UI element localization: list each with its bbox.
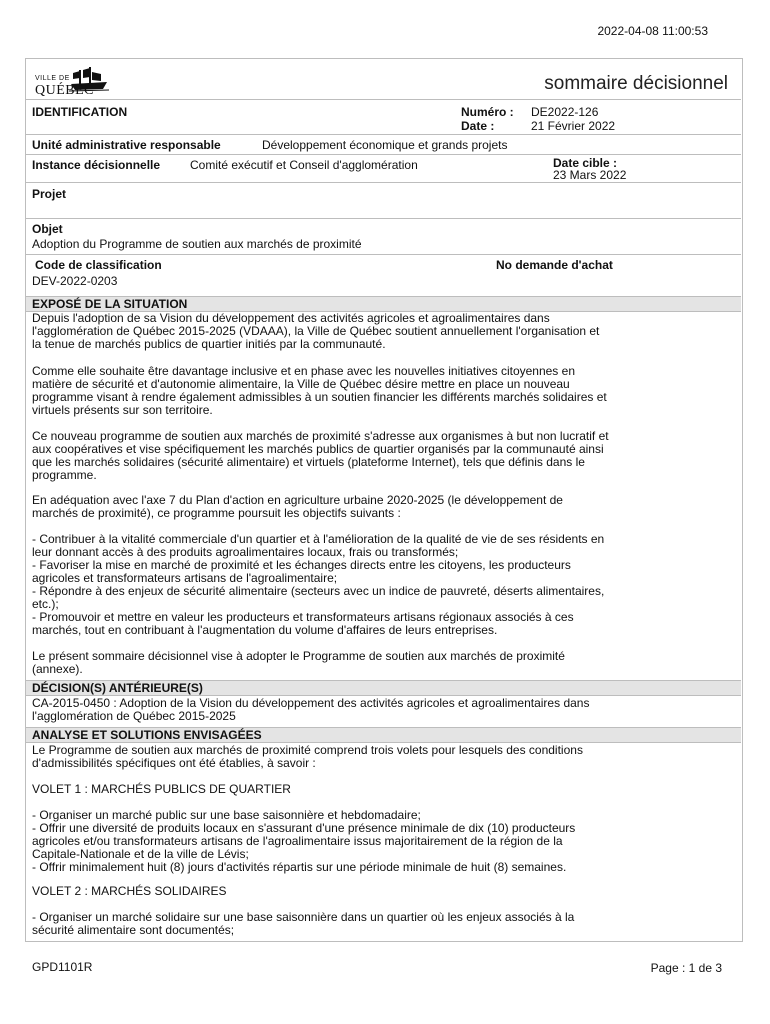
classification-label: Code de classification [35, 258, 162, 272]
paragraph: Comme elle souhaite être davantage inclusive et en phase avec les nouvelles initiatives citoyennes en matière de sécurité et d'autonomie alimentaire, la Ville de Québec désire mettre en place un nouveau programme visant à rendre également admissibles à un soutien financier les différents marchés solidaires et virtuels présents sur son territoire. [32, 364, 607, 417]
divider [26, 182, 741, 183]
date-value: 21 Février 2022 [531, 119, 616, 133]
paragraph: VOLET 1 : MARCHÉS PUBLICS DE QUARTIER [32, 782, 291, 796]
paragraph: VOLET 2 : MARCHÉS SOLIDAIRES [32, 884, 227, 898]
document-title: sommaire décisionnel [544, 73, 728, 94]
divider [26, 218, 741, 219]
paragraph: - Contribuer à la vitalité commerciale d'un quartier et à l'amélioration de la qualité de vie de ses résidents en leur donnant accès à des produits agroalimentaires locaux, frais ou transformés; - Favoriser la mise en marché de proximité et les échanges directs entre les citoyens, les producteurs agricoles et transformateurs artisans de l'agroalimentaire; - Répondre à des enjeux de sécurité alimentaire (secteurs avec un indice de pauvreté, déserts alimentaires, etc.); - Promouvoir et mettre en valeur les producteurs et transformateurs artisans régionaux associés à ces marchés, tout en contribuant à l'augmentation du volume d'affaires de leurs entreprises. [32, 532, 605, 637]
section-decisions [26, 680, 741, 696]
paragraph: En adéquation avec l'axe 7 du Plan d'action en agriculture urbaine 2020-2025 (le développement de marchés de proximité), ce programme poursuit les objectifs suivants : [32, 493, 563, 520]
date-cible-value: 23 Mars 2022 [553, 168, 627, 182]
section-heading: DÉCISION(S) ANTÉRIEURE(S) [32, 681, 203, 695]
unite-value: Développement économique et grands projets [262, 138, 508, 152]
paragraph: - Organiser un marché solidaire sur une base saisonnière dans un quartier où les enjeux associés à la sécurité alimentaire sont documentés; [32, 910, 575, 937]
numero-label: Numéro : [461, 105, 514, 119]
divider [26, 99, 741, 100]
identification-heading: IDENTIFICATION [32, 105, 128, 119]
divider [26, 134, 741, 135]
achat-label: No demande d'achat [496, 258, 613, 272]
paragraph: Le Programme de soutien aux marchés de proximité comprend trois volets pour lesquels des conditions d'admissibilités spécifiques ont été établies, à savoir : [32, 743, 583, 770]
page-number: Page : 1 de 3 [650, 961, 722, 975]
ville-de-quebec-logo [33, 64, 113, 98]
unite-label: Unité administrative responsable [32, 138, 221, 152]
objet-value: Adoption du Programme de soutien aux marchés de proximité [32, 237, 362, 251]
paragraph: Depuis l'adoption de sa Vision du développement des activités agricoles et agroalimentaires dans l'agglomération de Québec 2015-2025 (VDAAA), la Ville de Québec soutient annuellement l'organisation et la tenue de marchés publics de quartier initiés par la communauté. [32, 311, 600, 351]
paragraph: - Organiser un marché public sur une base saisonnière et hebdomadaire; - Offrir une diversité de produits locaux en s'assurant d'une présence minimale de dix (10) producteurs agricoles et/ou transformateurs artisans de l'agroalimentaire issus majoritairement de la région de la Capitale-Nationale et de la ville de Lévis; - Offrir minimalement huit (8) jours d'activités répartis sur une période minimale de huit (8) semaines. [32, 808, 576, 874]
section-heading: ANALYSE ET SOLUTIONS ENVISAGÉES [32, 728, 262, 742]
divider [26, 254, 741, 255]
divider [26, 154, 741, 155]
timestamp: 2022-04-08 11:00:53 [597, 24, 708, 38]
logo-text-line2: QUÉBEC [35, 83, 94, 98]
date-cible-label: Date cible : [553, 156, 618, 170]
date-label: Date : [461, 119, 495, 133]
section-heading: EXPOSÉ DE LA SITUATION [32, 297, 188, 311]
instance-label: Instance décisionnelle [32, 158, 161, 172]
paragraph: CA-2015-0450 : Adoption de la Vision du développement des activités agricoles et agroalimentaires dans l'agglomération de Québec 2015-2025 [32, 696, 590, 723]
objet-label: Objet [32, 222, 63, 236]
paragraph: Le présent sommaire décisionnel vise à adopter le Programme de soutien aux marchés de proximité (annexe). [32, 649, 565, 676]
section-analyse [26, 727, 741, 743]
paragraph: Ce nouveau programme de soutien aux marchés de proximité s'adresse aux organismes à but non lucratif et aux coopératives et vise spécifiquement les marchés publics de quartier organisés par la communauté ainsi que les marchés solidaires (sécurité alimentaire) et virtuels (plateforme Internet), tels que définis dans le programme. [32, 429, 609, 482]
logo-text-line1: VILLE DE [35, 75, 70, 82]
classification-value: DEV-2022-0203 [32, 274, 118, 288]
projet-label: Projet [32, 187, 67, 201]
instance-value: Comité exécutif et Conseil d'agglomération [190, 158, 418, 172]
section-expose [26, 296, 741, 312]
form-code: GPD1101R [32, 960, 93, 974]
numero-value: DE2022-126 [531, 105, 599, 119]
